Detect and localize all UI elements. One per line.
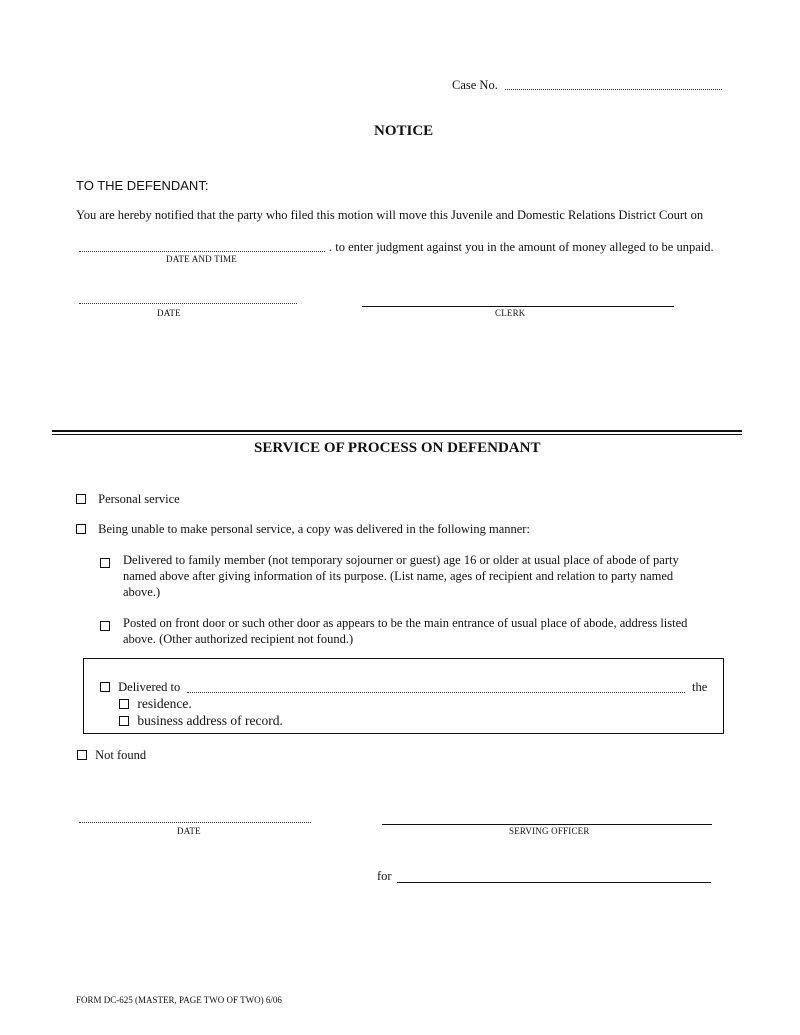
serving-officer-label: SERVING OFFICER (509, 826, 590, 836)
personal-service-option[interactable] (76, 492, 180, 507)
business-address-label: business address of record. (137, 713, 283, 728)
to-defendant-heading: TO THE DEFENDANT: (76, 178, 209, 193)
for-label: for (377, 869, 392, 883)
section-divider-bottom (52, 434, 742, 435)
the-label: the (692, 680, 708, 694)
residence-option[interactable] (119, 696, 192, 712)
posted-line: above. (Other authorized recipient not found.) (123, 632, 354, 646)
notice-date-field[interactable] (79, 303, 297, 304)
checkbox-icon[interactable] (76, 524, 86, 534)
delivered-to-option[interactable] (100, 680, 180, 695)
checkbox-icon[interactable] (119, 699, 129, 709)
delivered-to-field[interactable] (187, 692, 685, 693)
not-found-label: Not found (95, 748, 147, 762)
posted-checkbox[interactable] (100, 617, 110, 635)
checkbox-icon[interactable] (119, 716, 129, 726)
notice-body-line-1: You are hereby notified that the party who filed this motion will move this Juvenile and Domestic Relations District Court on (76, 208, 704, 222)
for-field[interactable] (397, 882, 711, 883)
posted-text (123, 615, 687, 647)
service-date-label: DATE (177, 826, 201, 836)
family-member-line: above.) (123, 585, 161, 599)
checkbox-icon[interactable] (76, 494, 86, 504)
family-member-line: named above after giving information of its purpose. (List name, ages of recipient and relation to party named (123, 569, 674, 583)
unable-personal-label: Being unable to make personal service, a copy was delivered in the following manner: (98, 522, 530, 536)
service-title: SERVICE OF PROCESS ON DEFENDANT (254, 440, 541, 456)
clerk-label: CLERK (495, 308, 526, 318)
posted-line: Posted on front door or such other door as appears to be the main entrance of usual place of abode, address listed (123, 616, 688, 630)
family-member-checkbox[interactable] (100, 554, 110, 572)
service-date-field[interactable] (79, 822, 311, 823)
checkbox-icon[interactable] (100, 682, 110, 692)
serving-officer-signature-line[interactable] (382, 824, 712, 825)
residence-label: residence. (137, 696, 192, 711)
not-found-option[interactable] (77, 748, 146, 763)
family-member-text (123, 552, 679, 600)
form-footer: FORM DC-625 (MASTER, PAGE TWO OF TWO) 6/06 (76, 995, 282, 1005)
checkbox-icon[interactable] (77, 750, 87, 760)
date-and-time-label: DATE AND TIME (166, 254, 237, 264)
unable-personal-option[interactable] (76, 522, 530, 537)
family-member-line: Delivered to family member (not temporary sojourner or guest) age 16 or older at usual place of abode of party (123, 553, 679, 567)
delivered-to-label: Delivered to (118, 680, 181, 694)
notice-body-line-2: . to enter judgment against you in the amount of money alleged to be unpaid. (329, 240, 714, 254)
hearing-date-time-field[interactable] (79, 251, 325, 252)
business-address-option[interactable] (119, 713, 283, 729)
case-number-field[interactable] (505, 89, 722, 90)
notice-title: NOTICE (374, 123, 434, 139)
case-number-label: Case No. (452, 78, 498, 92)
section-divider-top (52, 430, 742, 432)
notice-date-label: DATE (157, 308, 181, 318)
checkbox-icon[interactable] (100, 558, 110, 568)
checkbox-icon[interactable] (100, 621, 110, 631)
personal-service-label: Personal service (98, 492, 180, 506)
clerk-signature-line[interactable] (362, 306, 674, 307)
